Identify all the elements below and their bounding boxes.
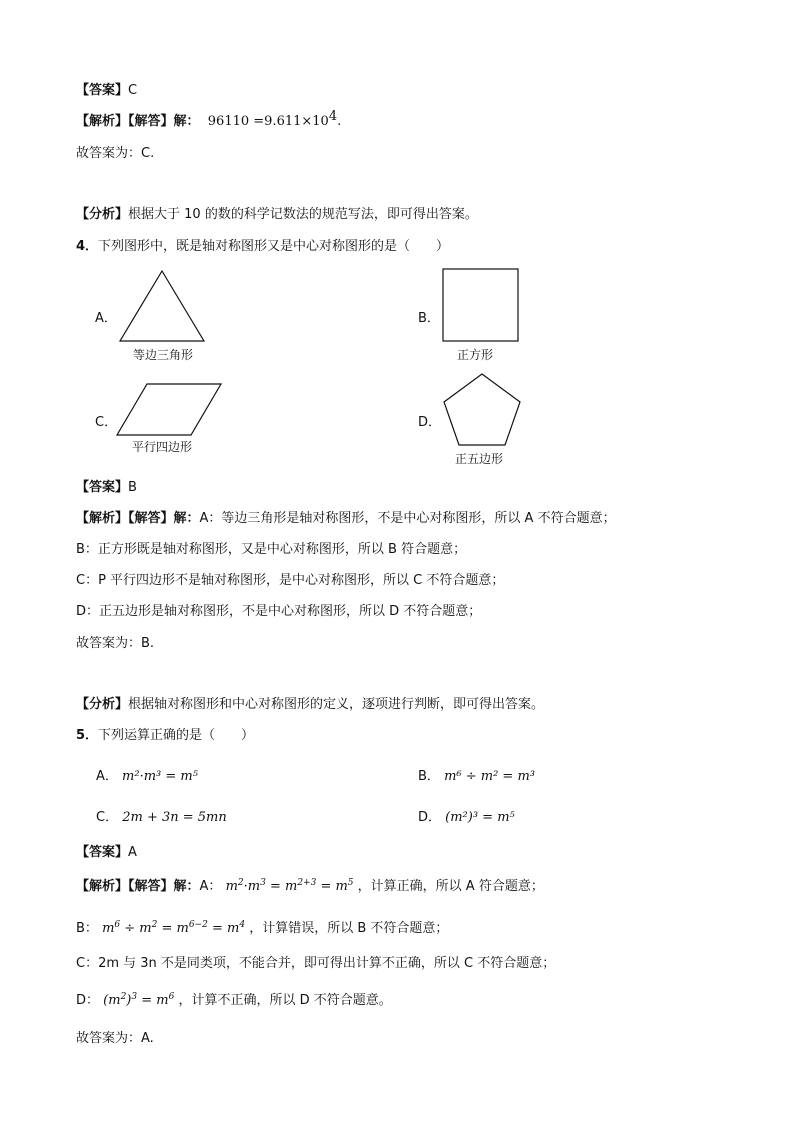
- solution-label: 【解析】【解答】解：: [76, 879, 200, 894]
- q4-solution-d: D：正五边形是轴对称图形，不是中心对称图形，所以 D 不符合题意；: [76, 604, 482, 619]
- q5-solution-d: [76, 992, 392, 1010]
- q4-solution-a: [76, 510, 616, 528]
- q4-analysis: [76, 696, 544, 714]
- option-b: [418, 765, 535, 784]
- option-b-letter: B．: [418, 769, 440, 784]
- answer-value: C: [128, 83, 138, 98]
- equilateral-triangle-figure: [118, 268, 208, 344]
- solution-prefix: D：: [76, 993, 100, 1008]
- question-number: 4．: [76, 239, 99, 254]
- option-c-letter: C．: [96, 810, 119, 825]
- solution-line: A：等边三角形是轴对称图形，不是中心对称图形，所以 A 不符合题意；: [199, 511, 616, 526]
- q4-answer: [76, 479, 137, 497]
- q3-analysis: [76, 206, 478, 224]
- solution-exponent: 4: [328, 109, 338, 124]
- q5-solution-c: C：2m 与 3n 不是同类项，不能合并，即可得出计算不正确，所以 C 不符合题意；: [76, 956, 556, 971]
- solution-prefix: A：: [199, 879, 222, 894]
- option-b-letter: B．: [418, 311, 440, 326]
- q3-conclusion: 故答案为：C.: [76, 146, 155, 161]
- q5-solution-b: [76, 920, 448, 938]
- analysis-text: 根据大于 10 的数的科学记数法的规范写法，即可得出答案。: [128, 207, 478, 222]
- q5-conclusion: 故答案为：A.: [76, 1031, 154, 1046]
- question-number: 5．: [76, 728, 99, 743]
- option-a-letter: A．: [95, 311, 117, 326]
- q3-answer: [76, 82, 137, 100]
- option-a-letter: A．: [96, 769, 118, 784]
- q5-solution-a: [76, 878, 544, 896]
- option-d: [418, 806, 515, 825]
- analysis-text: 根据轴对称图形和中心对称图形的定义，逐项进行判断，即可得出答案。: [128, 697, 545, 712]
- answer-value: B: [128, 480, 137, 495]
- q4-stem: [76, 238, 449, 256]
- solution-end: .: [337, 114, 342, 129]
- q5-stem: [76, 727, 254, 745]
- solution-suffix: ，计算错误，所以 B 不符合题意；: [249, 921, 449, 936]
- solution-prefix: B：: [76, 921, 98, 936]
- option-c-expression: 2m + 3n = 5mn: [122, 810, 227, 825]
- option-c-caption: 平行四边形: [132, 440, 193, 454]
- answer-value: A: [128, 845, 137, 860]
- option-d-expression: (m²)³ = m⁵: [445, 810, 515, 825]
- option-a: [96, 765, 198, 784]
- option-d-letter: D．: [418, 810, 442, 825]
- solution-suffix: ，计算不正确，所以 D 不符合题意。: [178, 993, 392, 1008]
- option-c-letter: C．: [95, 415, 118, 430]
- solution-expression: 96110 =9.611×10: [207, 114, 329, 129]
- option-c: [96, 806, 227, 825]
- answer-label: 【答案】: [76, 83, 129, 98]
- solution-label: 【解析】【解答】解：: [76, 114, 200, 129]
- square-figure: [441, 267, 521, 343]
- solution-label: 【解析】【解答】解：: [76, 511, 200, 526]
- analysis-label: 【分析】: [76, 697, 129, 712]
- q3-solution: [76, 109, 342, 131]
- solution-a-math: $m^2\cdot m^3 = m^{2+3} = m^5$: [225, 878, 354, 894]
- answer-label: 【答案】: [76, 480, 129, 495]
- q5-answer: [76, 844, 137, 862]
- option-b-expression: m⁶ ÷ m² = m³: [444, 769, 535, 784]
- solution-b-math: $m^6 \div m^2 = m^{6-2} = m^4$: [102, 920, 246, 936]
- option-a-expression: m²·m³ = m⁵: [122, 769, 198, 784]
- q4-conclusion: 故答案为：B.: [76, 636, 155, 651]
- question-text: 下列图形中，既是轴对称图形又是中心对称图形的是（ ）: [98, 239, 450, 254]
- question-text: 下列运算正确的是（ ）: [98, 728, 255, 743]
- regular-pentagon-figure: [441, 372, 523, 448]
- option-a-caption: 等边三角形: [133, 348, 194, 362]
- option-d-letter: D．: [418, 415, 442, 430]
- parallelogram-figure: [115, 382, 225, 438]
- q4-solution-c: C：P 平行四边形不是轴对称图形，是中心对称图形，所以 C 不符合题意；: [76, 573, 505, 588]
- solution-suffix: ，计算正确，所以 A 符合题意；: [357, 879, 544, 894]
- q4-solution-b: B：正方形既是轴对称图形，又是中心对称图形，所以 B 符合题意；: [76, 542, 467, 557]
- option-b-caption: 正方形: [457, 348, 494, 362]
- answer-label: 【答案】: [76, 845, 129, 860]
- solution-d-math: $(m^2)^3 = m^6$: [103, 992, 175, 1008]
- analysis-label: 【分析】: [76, 207, 129, 222]
- option-d-caption: 正五边形: [455, 452, 504, 466]
